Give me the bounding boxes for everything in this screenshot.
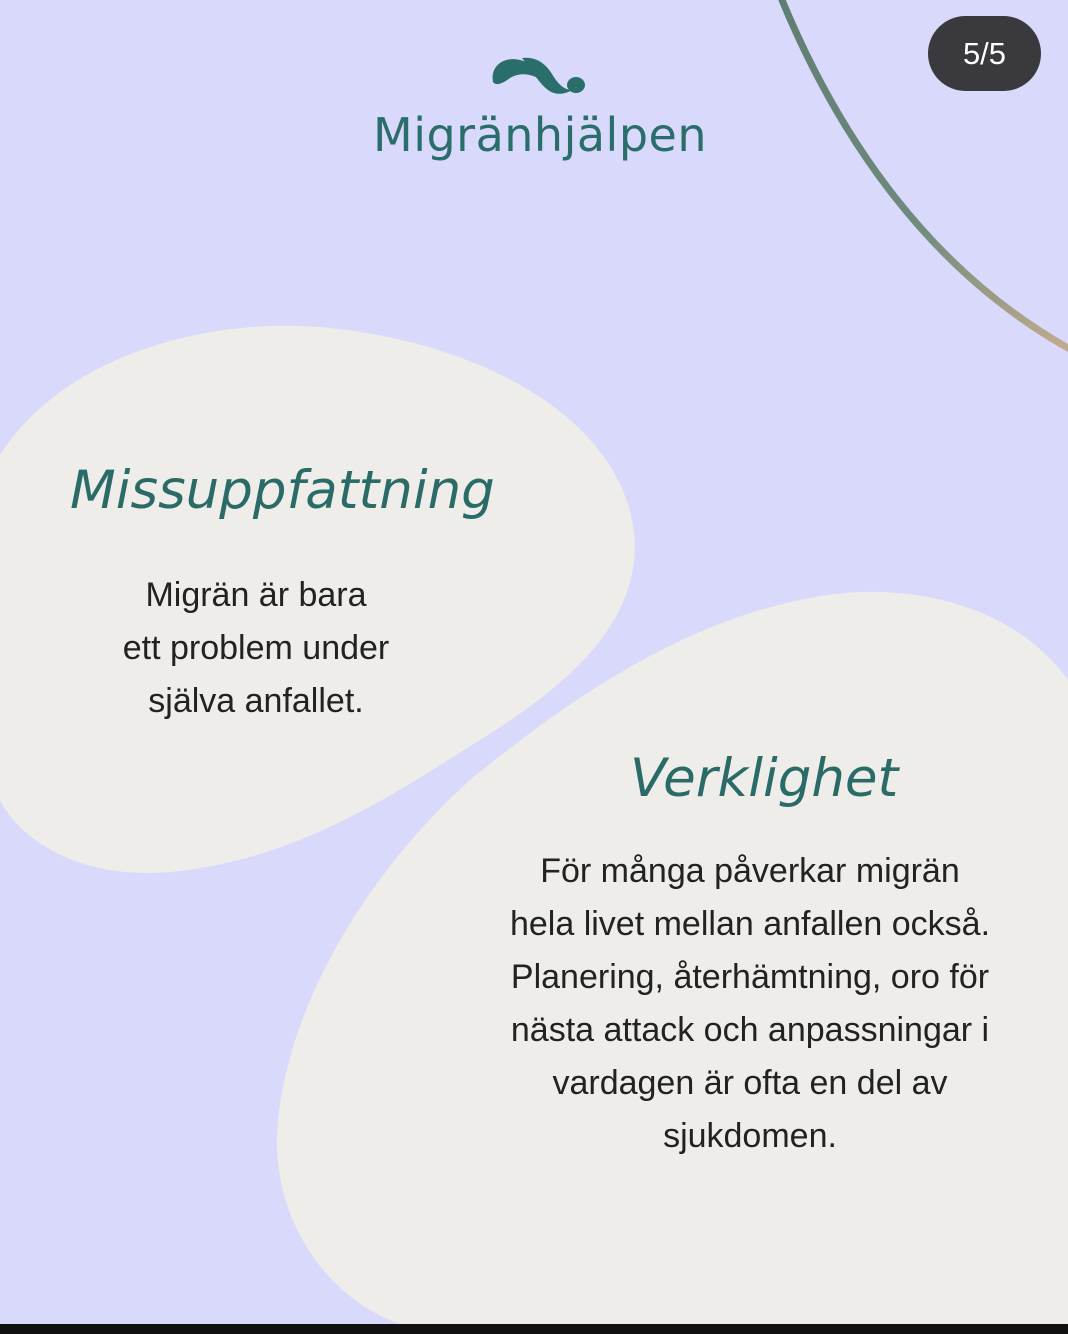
- brand-name: Migränhjälpen: [373, 108, 707, 162]
- misconception-line: Migrän är bara: [145, 576, 367, 614]
- slide-counter-badge: 5/5: [928, 16, 1041, 91]
- reality-line: vardagen är ofta en del av: [552, 1064, 948, 1102]
- reality-line: sjukdomen.: [663, 1117, 837, 1155]
- reality-text: [470, 845, 1030, 1163]
- misconception-heading: Missuppfattning: [70, 460, 495, 521]
- bottom-bar: [0, 1324, 1068, 1334]
- reality-line: För många påverkar migrän: [540, 852, 960, 890]
- misconception-line: ett problem under: [122, 629, 390, 667]
- misconception-text: [80, 569, 432, 728]
- reality-line: nästa attack och anpassningar i: [510, 1011, 990, 1049]
- misconception-line: själva anfallet.: [148, 682, 364, 720]
- reality-heading: Verklighet: [630, 748, 899, 809]
- reality-line: hela livet mellan anfallen också.: [509, 905, 991, 943]
- wave-logo-icon: [493, 58, 585, 94]
- reality-line: Planering, återhämtning, oro för: [510, 958, 990, 996]
